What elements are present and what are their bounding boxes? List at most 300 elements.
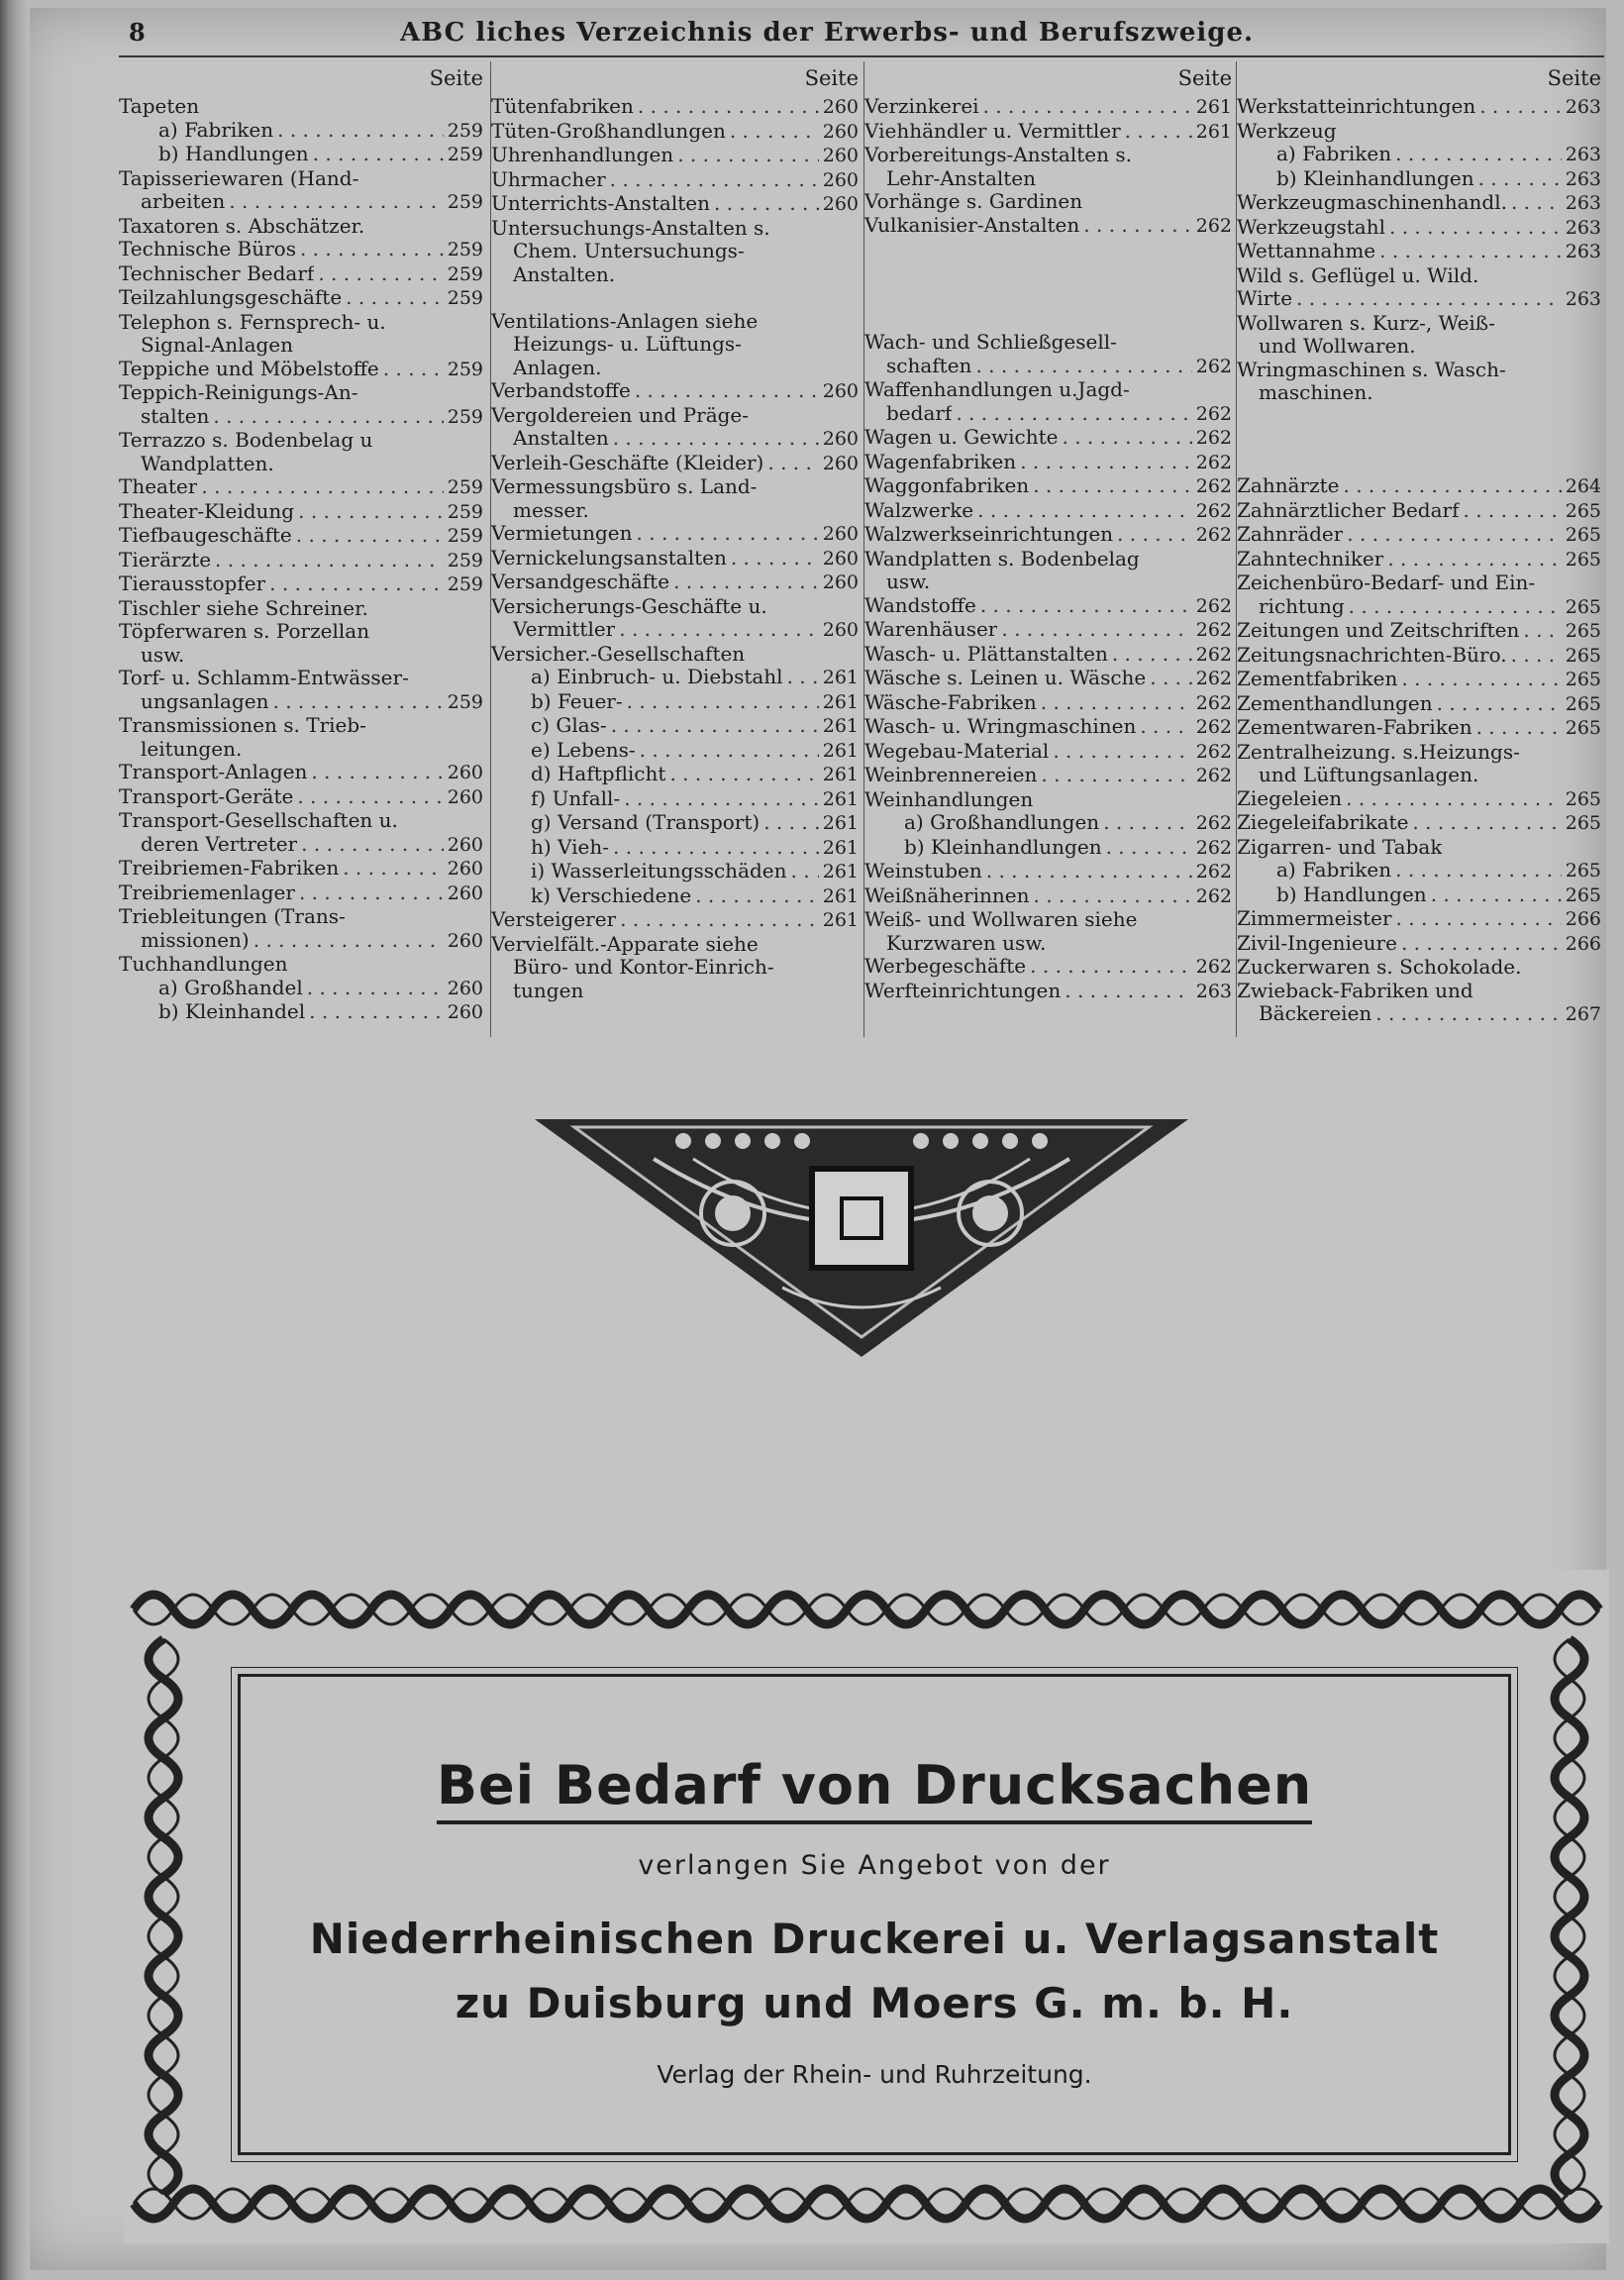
leader-dots [695,884,819,908]
entry-page-number: 261 [822,884,859,907]
index-entry [491,956,863,980]
entry-text: Torf- u. Schlamm-Entwässer- [119,667,409,689]
index-entry [119,857,487,881]
leader-dots [1389,216,1562,240]
leader-dots [767,452,818,475]
leader-dots [1375,1002,1561,1026]
entry-text: Lehr-Anstalten [886,166,1037,190]
entry-text: Versandgeschäfte [491,570,670,593]
index-entry [119,500,487,525]
index-entry [491,908,863,933]
index-entry [119,119,487,144]
leader-dots [307,977,444,1000]
entry-page-number: 261 [822,715,859,737]
entry-page-number: 263 [1565,167,1601,190]
entry-page-number: 260 [447,785,483,808]
ad-subline: verlangen Sie Angebot von der [638,1850,1111,1881]
index-entry [864,378,1236,402]
entry-page-number: 261 [1195,120,1232,143]
ad-headline: Bei Bedarf von Drucksachen [241,1754,1508,1816]
leader-dots [730,120,819,144]
entry-page-number: 265 [1565,787,1601,810]
leader-dots [313,143,444,166]
entry-text: Wild s. Geflügel u. Wild. [1237,263,1479,287]
index-entry [1237,216,1605,241]
index-entry [1237,120,1605,144]
entry-text: Versicher.-Gesellschaften [491,642,746,666]
leader-dots [1412,811,1561,835]
entry-text: Teilzahlungsgeschäfte [119,286,343,309]
index-entry [119,358,487,382]
index-entry [119,929,487,954]
index-entry [864,238,1236,261]
entry-text: b) Kleinhandel [158,1000,306,1023]
entry-text: Werkzeugmaschinenhandl. [1237,191,1507,214]
entry-text: Zimmermeister [1237,907,1392,930]
leader-dots [346,286,444,310]
entry-text: Wäsche-Fabriken [864,690,1037,714]
leader-dots [215,549,444,572]
index-entry [1237,143,1605,167]
entry-page-number: 259 [447,262,483,285]
leader-dots [1479,95,1562,119]
leader-dots [791,860,819,883]
entry-page-number: 262 [1195,836,1232,859]
entry-text: k) Verschiedene [531,883,692,907]
entry-page-number: 262 [1195,861,1232,882]
entry-text: Zeitungsnachrichten-Büro. [1237,643,1507,667]
entry-page-number: 260 [822,571,859,593]
entry-page-number: 262 [1195,524,1232,546]
leader-dots [272,690,443,714]
entry-page-number: 259 [447,405,483,428]
entry-text: Zahntechniker [1237,547,1384,570]
entry-text: Wollwaren s. Kurz-, Weiß- [1237,311,1495,335]
leader-dots [1041,691,1192,715]
entry-text: c) Glas- [531,714,607,737]
leader-dots [638,95,819,119]
leader-dots [1150,667,1191,690]
entry-page-number: 264 [1565,475,1601,497]
index-entry [119,475,487,500]
entry-text: b) Handlungen [158,143,309,165]
entry-text: Treibriemen-Fabriken [119,857,340,880]
index-entry [491,263,863,287]
index-entry [119,761,487,785]
entry-text: Viehhändler u. Vermittler [864,119,1121,143]
entry-page-number: 259 [447,500,483,523]
entry-text: Tierärzte [119,548,212,571]
index-entry [864,811,1236,836]
leader-dots [254,929,444,953]
index-entry [1237,956,1605,980]
index-entry [1237,741,1605,765]
index-entry [491,333,863,357]
index-entry [864,95,1236,120]
entry-text: Wasch- u. Plättanstalten [864,642,1108,666]
index-entry [864,618,1236,643]
index-entry [491,570,863,595]
index-entry [864,402,1236,427]
entry-page-number: 262 [1195,594,1232,617]
entry-page-number: 262 [1195,402,1232,425]
entry-text: Tierausstopfer [119,572,266,595]
leader-dots [1343,474,1561,498]
entry-text: Wandstoffe [864,593,976,617]
leader-dots [1106,836,1192,860]
leader-dots [714,192,819,216]
leader-dots [1401,932,1562,956]
entry-page-number: 260 [822,168,859,191]
index-entry [491,427,863,452]
entry-page-number: 265 [1565,595,1601,618]
entry-text: Anstalten [513,427,609,450]
index-entry [1237,836,1605,860]
index-entry [864,908,1236,932]
index-entry [864,643,1236,668]
index-entry [119,809,487,833]
entry-page-number: 262 [1195,427,1232,449]
entry-text: tungen [513,979,584,1002]
index-entry [864,715,1236,740]
index-entry [864,884,1236,909]
entry-text: Tuchhandlungen [119,953,288,976]
entry-text: Warenhäuser [864,618,998,641]
index-entry [119,381,487,405]
page-number: 8 [129,18,146,47]
index-entry [1237,287,1605,312]
leader-dots [201,475,443,499]
leader-dots [1511,644,1562,668]
entry-page-number: 259 [447,573,483,595]
entry-text: Verleih-Geschäfte (Kleider) [491,451,764,474]
entry-text: d) Haftpflicht [531,763,666,785]
entry-page-number: 262 [1195,451,1232,473]
entry-page-number: 263 [1565,144,1601,165]
index-entry [864,190,1236,214]
index-entry [119,905,487,929]
index-entry [119,549,487,573]
entry-text: Versicherungs-Geschäfte u. [491,594,767,618]
entry-page-number: 260 [822,145,859,166]
index-entry [491,522,863,547]
index-entry [491,933,863,957]
index-entry [1237,811,1605,836]
index-entry [1237,335,1605,359]
index-entry [119,833,487,858]
entry-text: Weinstuben [864,860,982,882]
entry-text: e) Lebens- [531,738,636,762]
leader-dots [311,761,443,784]
leader-dots [299,881,444,905]
index-entry [1237,907,1605,932]
index-entry [864,499,1236,524]
leader-dots [635,379,819,403]
entry-text: a) Fabriken [158,118,274,142]
leader-dots [300,238,444,261]
leader-dots [1431,883,1562,907]
index-entry [1237,716,1605,741]
index-entry [1237,571,1605,595]
entry-page-number: 260 [822,193,859,215]
entry-page-number: 265 [1565,524,1601,546]
leader-dots [1395,143,1562,166]
leader-dots [298,500,444,524]
leader-dots [269,572,444,596]
index-entry [119,215,487,239]
entry-text: Zahnärzte [1237,474,1340,497]
index-entry [119,262,487,287]
leader-dots [613,427,819,451]
entry-text: Ventilations-Anlagen siehe [491,309,759,333]
entry-page-number: 266 [1565,908,1601,930]
index-entry [119,429,487,453]
leader-dots [1347,523,1561,547]
index-entry [1237,787,1605,812]
index-entry [491,811,863,836]
entry-page-number: 259 [447,690,483,713]
entry-text: und Wollwaren. [1259,335,1416,358]
entry-text: maschinen. [1259,381,1373,404]
entry-page-number: 261 [822,690,859,713]
entry-text: Transport-Anlagen [119,761,308,783]
leader-dots [637,522,819,546]
entry-page-number: 259 [447,191,483,213]
entry-text: Verbandstoffe [491,379,631,402]
entry-page-number: 265 [1565,812,1601,834]
entry-page-number: 260 [822,547,859,570]
index-entry [1237,668,1605,692]
index-entry [491,643,863,667]
leader-dots [1379,240,1562,263]
leader-dots [787,666,819,689]
index-entry [119,190,487,215]
entry-text: Zentralheizung. s.Heizungs- [1237,740,1520,764]
entry-text: Signal-Anlagen [141,334,294,357]
index-entry [864,788,1236,812]
leader-dots [673,570,819,594]
entry-text: Wringmaschinen s. Wasch- [1237,358,1506,381]
entry-page-number: 265 [1565,883,1601,906]
index-entry [119,453,487,476]
entry-page-number: 260 [822,120,859,143]
index-entry [119,881,487,906]
leader-dots [383,358,444,381]
entry-page-number: 262 [1195,716,1232,738]
entry-page-number: 265 [1565,860,1601,881]
index-entry [1237,240,1605,264]
index-entry [491,836,863,861]
index-entry [119,667,487,690]
index-entry [864,667,1236,691]
leader-dots [1396,907,1562,931]
entry-page-number: 260 [822,452,859,474]
leader-dots [1041,764,1191,787]
ad-firm-name: Niederrheinischen Druckerei u. Verlagsanstalt [309,1915,1440,1963]
leader-dots [296,524,444,548]
entry-text: Büro- und Kontor-Einrich- [513,956,774,979]
entry-text: a) Einbruch- u. Diebstahl [531,666,783,688]
entry-text: Transport-Gesellschaften u. [119,809,398,832]
entry-text: schaften [886,354,972,377]
leader-dots [1478,167,1562,191]
index-entry [491,95,863,120]
entry-text: usw. [886,570,931,593]
entry-text: Uhrmacher [491,167,606,191]
leader-dots [1476,716,1562,740]
leader-dots [301,833,444,857]
entry-text: Telephon s. Fernsprech- u. [119,310,386,334]
index-entry [1237,595,1605,620]
entry-text: Wach- und Schließgesell- [864,331,1117,354]
index-column-4 [1236,61,1605,1037]
entry-text: Wagenfabriken [864,450,1017,473]
leader-dots [1511,191,1562,215]
entry-page-number: 263 [1565,192,1601,214]
leader-dots [1065,980,1192,1003]
index-entry [864,474,1236,499]
entry-text: Waggonfabriken [864,474,1030,497]
index-entry [864,284,1236,308]
index-entry [864,740,1236,765]
leader-dots [1140,715,1191,739]
entry-text: Vermessungsbüro s. Land- [491,475,758,498]
index-entry [1237,548,1605,572]
index-entry [864,261,1236,285]
leader-dots [1125,120,1192,144]
leader-dots [1001,618,1191,642]
leader-dots [731,547,819,570]
entry-page-number: 260 [447,762,483,783]
index-entry [1237,883,1605,908]
entry-page-number: 262 [1195,691,1232,714]
entry-text: Tütenfabriken [491,95,634,118]
index-entry [1237,932,1605,957]
index-entry [864,120,1236,145]
index-entry [864,167,1236,191]
index-entry [491,240,863,263]
leader-dots [677,144,819,167]
entry-page-number: 265 [1565,548,1601,570]
index-entry [1237,980,1605,1003]
entry-text: Treibriemenlager [119,881,295,904]
leader-dots [977,499,1192,523]
entry-text: Wirte [1237,287,1293,310]
leader-dots [1437,692,1562,716]
entry-page-number: 260 [822,619,859,641]
entry-text: Zuckerwaren s. Schokolade. [1237,956,1522,979]
index-entry [864,355,1236,379]
index-entry [864,860,1236,884]
entry-page-number: 259 [447,549,483,571]
entry-page-number: 261 [822,787,859,810]
entry-page-number: 262 [1195,643,1232,666]
leader-dots [229,190,443,214]
index-entry [491,499,863,523]
entry-text: Werkzeug [1237,119,1337,143]
index-entry [1237,428,1605,452]
entry-text: Transmissionen s. Trieb- [119,714,366,737]
entry-text: Weiß- und Wollwaren siehe [864,908,1138,931]
index-entry [491,379,863,404]
entry-page-number: 260 [822,428,859,450]
entry-text: Uhrenhandlungen [491,144,674,166]
index-entry [491,404,863,428]
index-entry [864,691,1236,716]
entry-page-number: 265 [1565,692,1601,715]
entry-text: Theater-Kleidung [119,499,295,523]
index-entry [1237,264,1605,288]
index-entry [119,405,487,430]
entry-text: Waffenhandlungen u.Jagd- [864,378,1130,401]
header-rule [119,55,1604,57]
index-entry [119,524,487,549]
leader-dots [610,168,819,192]
index-entry [119,620,487,644]
entry-text: Chem. Untersuchungs- [513,240,745,262]
entry-text: Triebleitungen (Trans- [119,905,346,928]
entry-text: Versteigerer [491,908,617,931]
entry-text: Anlagen. [513,356,602,379]
column-header-seite: Seite [429,66,483,90]
decorative-ornament-icon [535,1119,1188,1357]
entry-text: Ziegeleien [1237,786,1343,810]
entry-page-number: 261 [822,836,859,859]
entry-text: Werfteinrichtungen [864,979,1062,1002]
leader-dots [983,95,1192,119]
leader-dots [1020,451,1192,474]
entry-page-number: 262 [1195,499,1232,522]
index-entry [1237,474,1605,499]
index-entry [491,120,863,145]
leader-dots [624,787,819,811]
leader-dots [1401,668,1561,691]
entry-page-number: 260 [822,523,859,545]
index-entry [491,217,863,241]
leader-dots [1053,740,1191,764]
entry-text: Ziegeleifabrikate [1237,811,1409,834]
index-entry [119,714,487,738]
entry-page-number: 260 [447,858,483,880]
entry-text: Tapisseriewaren (Hand- [119,166,359,190]
entry-page-number: 261 [1195,96,1232,118]
index-entry [119,953,487,977]
entry-text: h) Vieh- [531,835,610,859]
index-entry [119,644,487,668]
leader-dots [318,262,443,286]
index-entry [864,331,1236,355]
index-entry [491,860,863,884]
entry-text: Verzinkerei [864,95,979,118]
entry-text: missionen) [141,928,250,952]
index-entry [119,286,487,311]
index-entry [864,764,1236,788]
leader-dots [1103,811,1192,835]
index-entry [119,977,487,1001]
leader-dots [213,405,443,429]
entry-page-number: 259 [447,119,483,142]
entry-text: Zementwaren-Fabriken [1237,716,1472,739]
entry-text: b) Handlungen [1276,882,1427,906]
entry-text: Vervielfält.-Apparate siehe [491,932,759,956]
index-entry [864,594,1236,619]
index-entry [864,980,1236,1004]
entry-text: Zwieback-Fabriken und [1237,979,1473,1002]
index-entry [1237,859,1605,883]
entry-text: Walzwerkseinrichtungen [864,523,1114,546]
index-entry [1237,359,1605,382]
leader-dots [627,690,819,714]
